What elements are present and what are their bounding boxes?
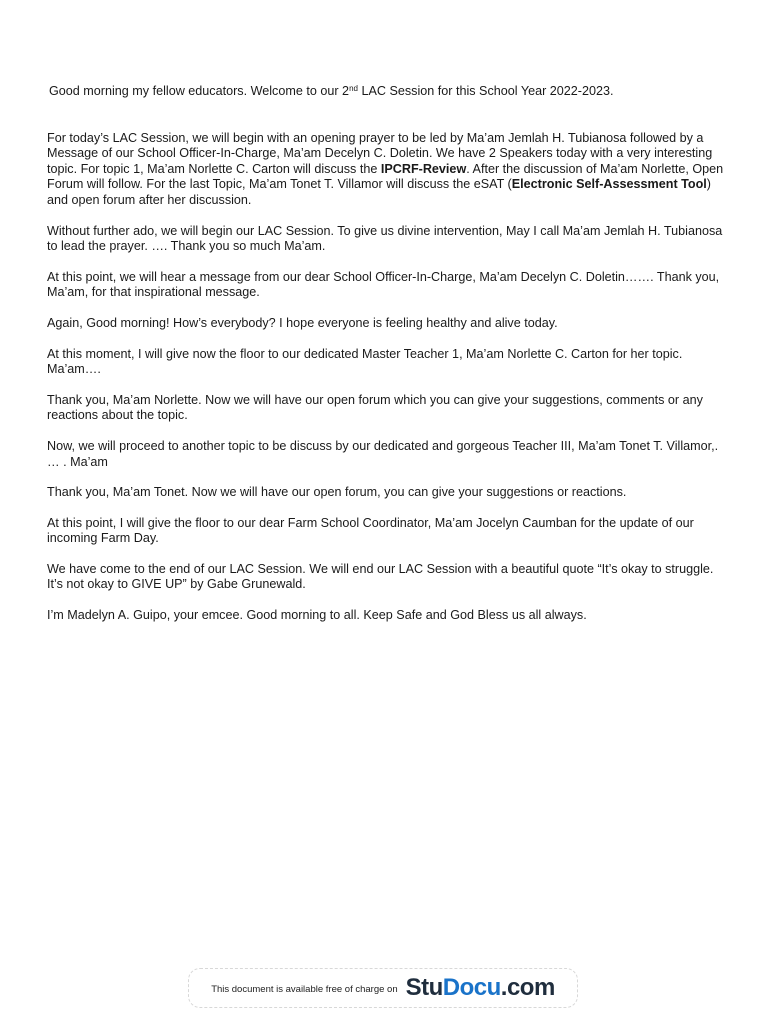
document-body bbox=[47, 84, 727, 639]
paragraph-good-morning: Again, Good morning! How’s everybody? I hope everyone is feeling healthy and alive today. bbox=[47, 315, 558, 330]
greeting-text-end: LAC Session for this School Year 2022-2023. bbox=[357, 84, 614, 98]
paragraph-farm-day: At this point, I will give the floor to our dear Farm School Coordinator, Ma’am Jocelyn Caumban for the update of our incoming Farm Day. bbox=[47, 515, 694, 546]
paragraph-closing-quote: We have come to the end of our LAC Session. We will end our LAC Session with a beautiful quote “It’s okay to struggle. It’s not okay to GIVE UP” by Gabe Grunewald. bbox=[47, 561, 714, 592]
brand-part-docu: Docu bbox=[442, 974, 501, 1001]
paragraph-forum-2: Thank you, Ma’am Tonet. Now we will have our open forum, you can give your suggestions or reactions. bbox=[47, 485, 627, 500]
brand-part-stu: Stu bbox=[405, 974, 443, 1001]
paragraph-topic-2: Now, we will proceed to another topic to be discuss by our dedicated and gorgeous Teacher III, Ma’am Tonet T. Villamor,. … . Ma’am bbox=[47, 438, 719, 469]
paragraph-prayer: Without further ado, we will begin our LAC Session. To give us divine intervention, May I call Ma’am Jemlah H. Tubianosa to lead the prayer. …. Thank you so much Ma’am. bbox=[47, 223, 723, 254]
brand-part-com: .com bbox=[500, 974, 555, 1001]
greeting-paragraph bbox=[49, 84, 727, 100]
agenda-text-3: ) and open forum after her discussion. bbox=[47, 177, 711, 207]
agenda-bold-ipcrf: IPCRF-Review bbox=[380, 161, 467, 176]
paragraph-topic-1: At this moment, I will give now the floor to our dedicated Master Teacher 1, Ma’am Norlette C. Carton for her topic. Ma’am…. bbox=[47, 346, 683, 377]
agenda-bold-esat: Electronic Self-Assessment Tool bbox=[511, 177, 707, 192]
studocu-footer-banner[interactable] bbox=[188, 968, 578, 1008]
ordinal-superscript: nd bbox=[349, 84, 358, 93]
studocu-logo[interactable] bbox=[406, 974, 555, 1002]
paragraph-signoff: I’m Madelyn A. Guipo, your emcee. Good morning to all. Keep Safe and God Bless us all always. bbox=[47, 608, 587, 623]
agenda-paragraph bbox=[47, 131, 727, 209]
agenda-text-2: . After the discussion of Ma’am Norlette, Open Forum will follow. For the last Topic, Ma’am Tonet T. Villamor will discuss the eSAT ( bbox=[47, 161, 724, 192]
paragraph-message: At this point, we will hear a message from our dear School Officer-In-Charge, Ma’am Decelyn C. Doletin……. Thank you, Ma’am, for that inspirational message. bbox=[47, 269, 720, 300]
footer-notice: This document is available free of charge on bbox=[211, 984, 398, 995]
agenda-text-1: For today’s LAC Session, we will begin with an opening prayer to be led by Ma’am Jemlah H. Tubianosa followed by a Message of our School Officer-In-Charge, Ma’am Decelyn C. Doletin. We have 2 Speakers today with a very interesting topic. For topic 1, Ma’am Norlette C. Carton will discuss the bbox=[47, 130, 713, 176]
paragraph-forum-1: Thank you, Ma’am Norlette. Now we will have our open forum which you can give your suggestions, comments or any reactions about the topic. bbox=[47, 392, 703, 423]
greeting-text: Good morning my fellow educators. Welcome to our 2 bbox=[49, 84, 350, 98]
